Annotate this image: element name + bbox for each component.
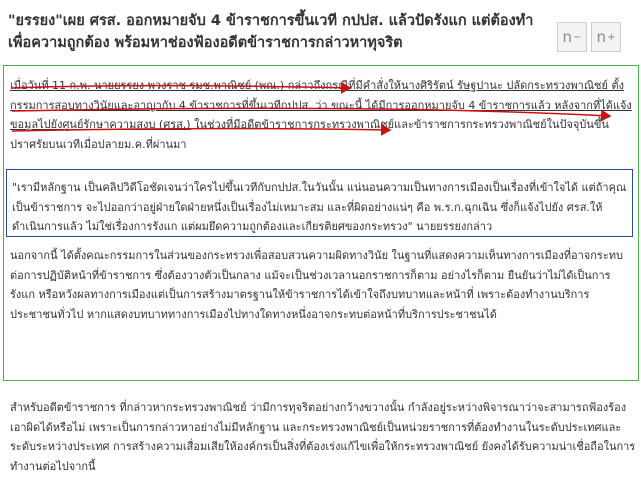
increase-font-label: n: [596, 28, 607, 46]
decrease-font-button[interactable]: [557, 22, 587, 52]
quote-paragraph: "เรามีหลักฐาน เป็นคลิปวิดีโอชัดเจนว่าใครไปขึ้นเวทีกับกปปส.ในวันนั้น แน่นอนความเป็นทางการเมืองเป็นเรื่องที่เข้าใจได้ แต่ถ้าคุณเป็นข้าราชการ จะไปออกว่าอยู่ฝ่ายใดฝ่ายหนึ่งเป็นเรื่องไม่เหมาะสม และที่ผิดอย่างแน่ๆ คือ พ.ร.ก.ฉุกเฉิน ซึ่งก็แจ้งไปยัง ศรส.ให้ดำเนินการแล้ว ไม่ใช่เรื่องการรังแก แต่ผมยึดความถูกต้องและเกียรติยศของกระทรวง" นายยรรยงกล่าว: [12, 181, 627, 233]
increase-font-button[interactable]: [591, 22, 621, 52]
paragraph-1-rest: ในช่วงที่มีอดีตข้าราชการกระทรวงพาณิชย์และข้าราชการกระทรวงพาณิชย์ในปัจจุบันขึ้นปราศรัยบนเวทีเมื่อปลายม.ค.ที่ผ่านมา: [10, 118, 609, 151]
underlined-text: เมื่อวันที่ 11 ก.พ. นายยรรยง พวงราช รมช.พาณิชย์ (พณ.) กล่าวถึงกรณีที่มีคำสั่งให้นางศิริรัตน์ รัษฐปานะ ปลัดกระทรวงพาณิชย์ ตั้งกรรมการสอบทางวินัยและอาญากับ 4 ข้าราชการที่ขึ้นเวทีกปปส. ว่า ขณะนี้ ได้มีการออกหมายจับ 4 ข้าราชการแล้ว หลังจากที่ได้แจ้งขอมูลไปยังศูนย์รักษาความสงบ (ศรส.): [10, 79, 632, 131]
article-paragraph-4: สำหรับอดีตข้าราชการ ที่กล่าวหากระทรวงพาณิชย์ ว่ามีการทุจริตอย่างกว้างขวางนั้น กำลังอยู่ระหว่างพิจารณาว่าจะสามารถฟ้องร้องเอาผิดได้หรือไม่ เพราะเป็นการกล่าวหาอย่างไม่มีหลักฐาน และกระทรวงพาณิชย์เป็นหน่วยราชการที่ต้องทำงานในระดับประเทศและระดับระหว่างประเทศ การสร้างความเสื่อมเสียให้องค์กรเป็นสิ่งที่ต้องเร่งแก้ไขเพื่อให้กระทรวงพาณิชย์ ยังคงได้รับความน่าเชื่อถือในการทำงานต่อไปจากนี้: [10, 401, 636, 473]
decrease-font-label: n: [562, 28, 573, 46]
article-paragraph-1: [10, 76, 632, 154]
plus-icon: +: [607, 31, 616, 43]
minus-icon: −: [573, 31, 582, 43]
article-headline: "ยรรยง"เผย ศรส. ออกหมายจับ 4 ข้าราชการขึ้นเวที กปปส. แล้วปัดรังแก แต่ต้องทำเพื่อความถูกต้อง พร้อมหาช่องฟ้องอดีตข้าราชการกล่าวหาทุจริต: [8, 13, 534, 51]
article-paragraph-3: นอกจากนี้ ได้ตั้งคณะกรรมการในส่วนของกระทรวงเพื่อสอบสวนความผิดทางวินัย ในฐานที่แสดงความเห็นทางการเมืองที่อาจกระทบต่อการปฏิบัติหน้าที่ข้าราชการ ซึ่งต้องวางตัวเป็นกลาง แม้จะเป็นช่วงเวลานอกราชการก็ตาม อย่างไรก็ตาม ยืนยันว่าไม่ได้เป็นการรังแก หรือหวังผลทางการเมืองแต่เป็นการสร้างมาตรฐานให้ข้าราชการได้เข้าใจถึงบทบาทและหน้าที่ เพราะต้องทำงานบริการประชาชนทั่วไป หากแสดงบทบาททางการเมืองไปทางใดทางหนึ่งอาจกระทบต่อหน้าที่บริการประชาชนได้: [10, 249, 623, 321]
